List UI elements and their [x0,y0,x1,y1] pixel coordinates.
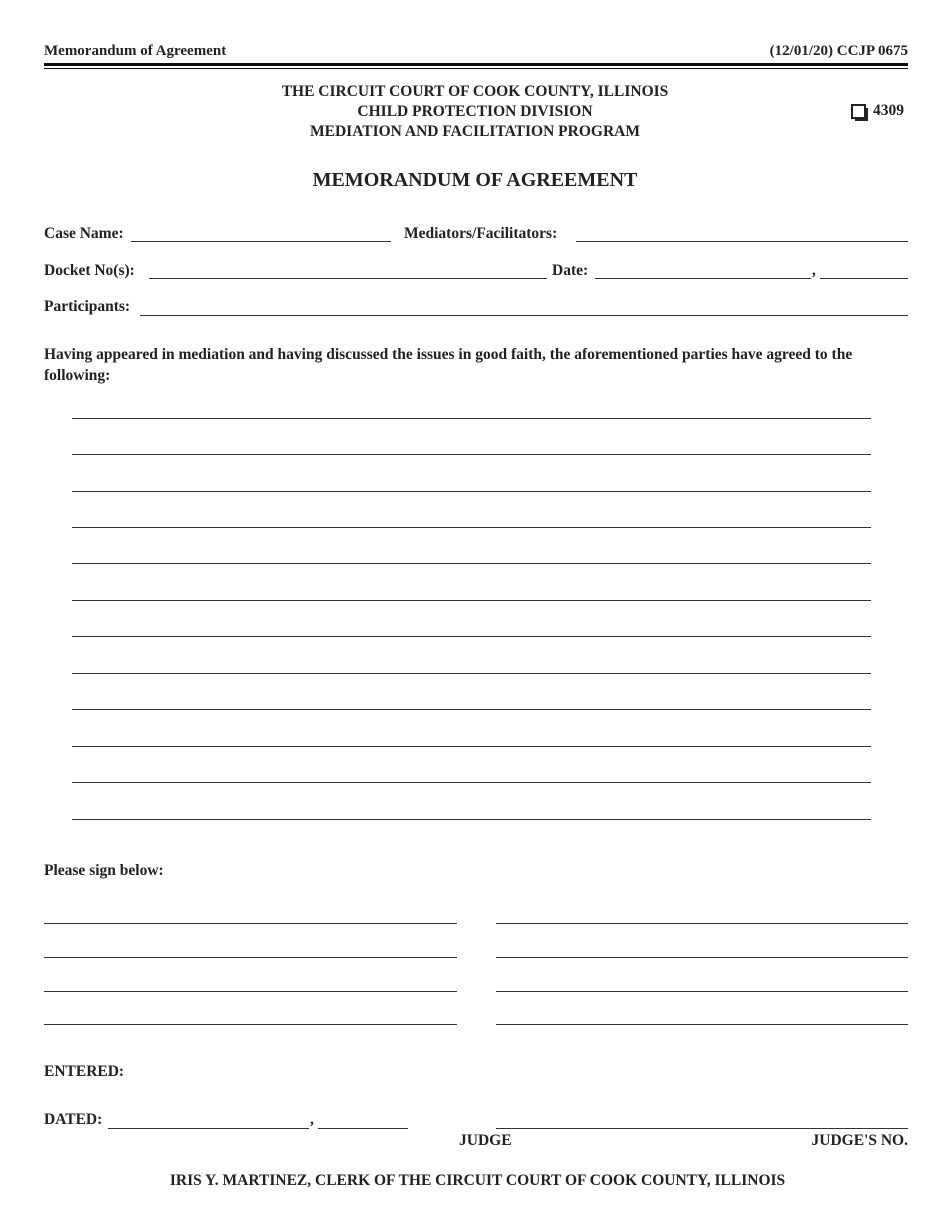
agreement-line[interactable] [72,636,871,637]
header-rule-thin [44,68,908,69]
agreement-line[interactable] [72,418,871,419]
participants-field[interactable] [140,315,908,316]
signature-line-right[interactable] [496,991,908,992]
form-code: 4309 [873,102,904,119]
agreement-line[interactable] [72,819,871,820]
document-title: MEMORANDUM OF AGREEMENT [312,169,638,191]
agreement-line[interactable] [72,782,871,783]
sign-prompt: Please sign below: [44,862,164,879]
court-program: MEDIATION AND FACILITATION PROGRAM [310,123,640,140]
agreement-line[interactable] [72,563,871,564]
entered-label: ENTERED: [44,1063,125,1080]
agreement-line[interactable] [72,454,871,455]
mediators-field[interactable] [576,241,908,242]
signature-line-left[interactable] [44,991,457,992]
dated-comma: , [310,1111,314,1128]
signature-line-left[interactable] [44,923,457,924]
agreement-line[interactable] [72,491,871,492]
agreement-line[interactable] [72,673,871,674]
agreement-line[interactable] [72,527,871,528]
signature-line-right[interactable] [496,957,908,958]
agreement-line[interactable] [72,600,871,601]
header-rule-thick [44,63,908,66]
court-division: CHILD PROTECTION DIVISION [357,103,593,120]
signature-line-right[interactable] [496,1024,908,1025]
dated-year-field[interactable] [318,1128,408,1129]
case-name-field[interactable] [131,241,391,242]
case-name-label: Case Name: [44,225,124,242]
signature-line-right[interactable] [496,923,908,924]
dated-label: DATED: [44,1111,103,1128]
dated-field[interactable] [108,1128,309,1129]
court-name: THE CIRCUIT COURT OF COOK COUNTY, ILLINOIS [281,83,669,100]
date-field[interactable] [595,278,811,279]
judge-label: JUDGE [459,1132,512,1149]
judge-number-label: JUDGE'S NO. [811,1132,908,1149]
participants-label: Participants: [44,298,131,315]
agreement-line[interactable] [72,746,871,747]
date-comma: , [812,262,816,279]
header-form-number: (12/01/20) CCJP 0675 [769,43,908,59]
mediators-label: Mediators/Facilitators: [404,225,558,242]
header-form-title: Memorandum of Agreement [44,43,227,59]
form-code-checkbox[interactable] [851,104,866,119]
judge-signature-line[interactable] [496,1128,908,1129]
clerk-footer: IRIS Y. MARTINEZ, CLERK OF THE CIRCUIT COURT OF COOK COUNTY, ILLINOIS [169,1172,786,1189]
docket-label: Docket No(s): [44,262,135,279]
date-year-field[interactable] [820,278,908,279]
agreement-statement: Having appeared in mediation and having discussed the issues in good faith, the aforementioned parties have agreed to the following: [44,346,853,384]
signature-line-left[interactable] [44,957,457,958]
date-label: Date: [552,262,589,279]
agreement-line[interactable] [72,709,871,710]
signature-line-left[interactable] [44,1024,457,1025]
docket-field[interactable] [149,278,547,279]
